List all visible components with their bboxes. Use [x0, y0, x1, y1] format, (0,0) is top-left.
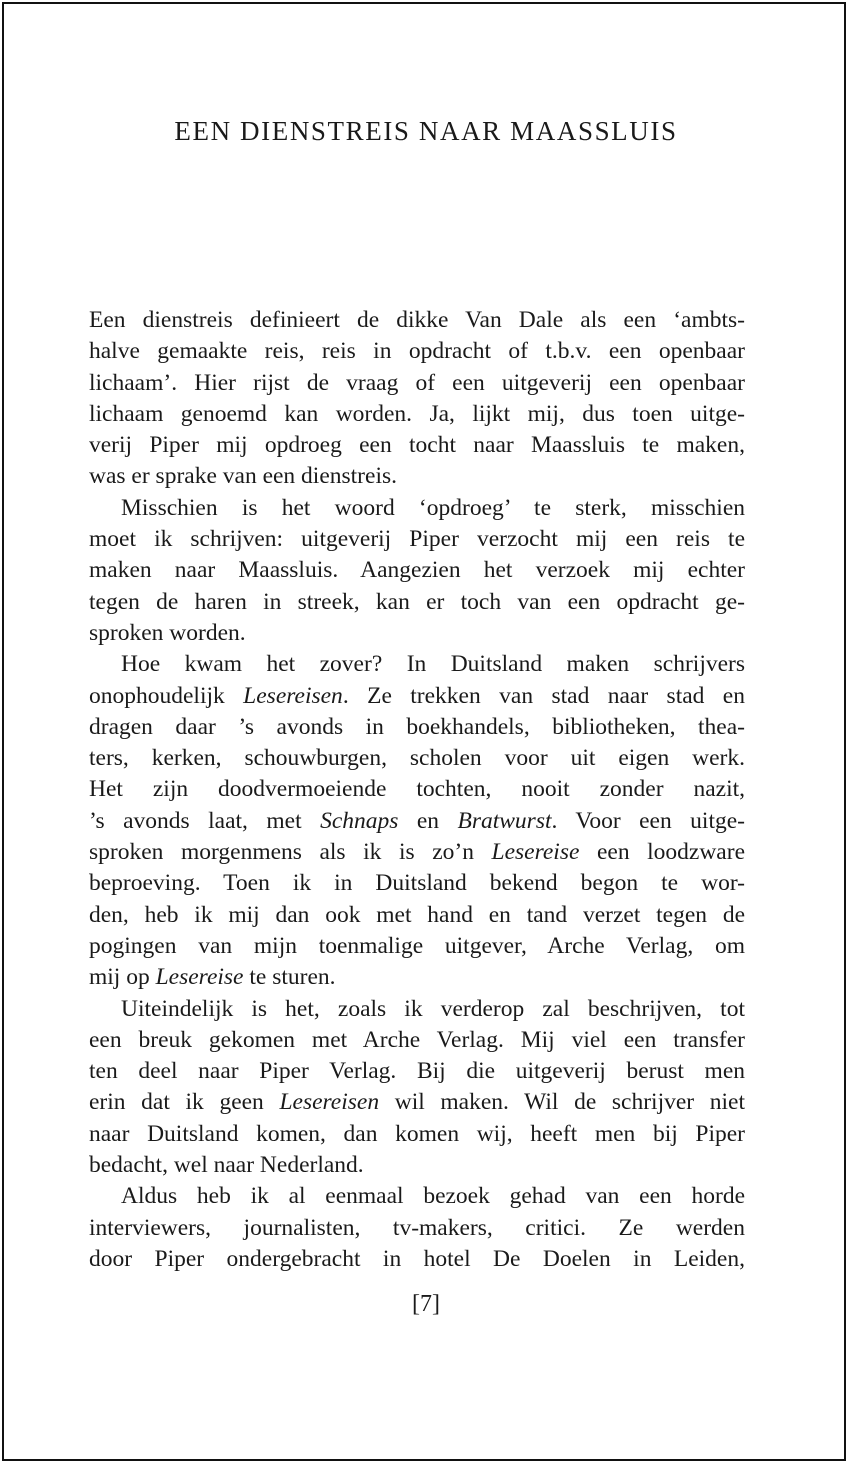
text-line	[89, 868, 745, 899]
text-line	[89, 493, 745, 524]
text-segment: een loodzware	[579, 839, 745, 866]
text-line	[89, 649, 745, 680]
text-line	[89, 743, 745, 774]
text-line	[89, 587, 745, 618]
text-line	[89, 618, 745, 649]
text-line	[89, 1056, 745, 1087]
text-segment: ten deel naar Piper Verlag. Bij die uitgeverij berust men	[89, 1058, 745, 1085]
page-number: [7]	[412, 1291, 440, 1317]
text-segment: door Piper ondergebracht in hotel De Doelen in Leiden,	[89, 1245, 745, 1272]
text-segment: tegen de haren in streek, kan er toch van een opdracht ge-	[89, 588, 745, 615]
text-segment: beproeving. Toen ik in Duitsland bekend begon te wor-	[89, 870, 745, 897]
text-segment: en	[398, 807, 458, 834]
text-line	[89, 1213, 745, 1244]
italic-text: Bratwurst	[457, 807, 552, 834]
chapter-title: EEN DIENSTREIS NAAR MAASSLUIS	[174, 116, 678, 146]
text-line	[89, 368, 745, 399]
italic-text: Lesereisen	[279, 1089, 380, 1116]
text-segment: Misschien is het woord ‘opdroeg’ te sterk, misschien	[121, 494, 745, 521]
text-line	[89, 1181, 745, 1212]
text-segment: . Ze trekken van stad naar stad en	[342, 682, 745, 709]
text-segment: sproken worden.	[89, 619, 246, 646]
text-line	[89, 305, 745, 336]
text-segment: Het zijn doodvermoeiende tochten, nooit zonder nazit,	[89, 776, 745, 803]
text-segment: was er sprake van een dienstreis.	[89, 463, 397, 490]
text-segment: onophoudelijk	[89, 682, 244, 709]
text-segment: wil maken. Wil de schrijver niet	[379, 1089, 745, 1116]
text-line	[89, 837, 745, 868]
text-segment: mij op	[89, 964, 156, 991]
text-segment: moet ik schrijven: uitgeverij Piper verzocht mij een reis te	[89, 526, 745, 553]
italic-text: Lesereise	[155, 964, 244, 991]
text-line	[89, 1244, 745, 1275]
text-line	[89, 1025, 745, 1056]
book-page	[2, 2, 846, 1461]
text-line	[89, 931, 745, 962]
text-segment: Uiteindelijk is het, zoals ik verderop zal beschrijven, tot	[121, 995, 745, 1022]
text-segment: pogingen van mijn toenmalige uitgever, Arche Verlag, om	[89, 932, 745, 959]
text-line	[89, 681, 745, 712]
text-segment: halve gemaakte reis, reis in opdracht of t.b.v. een openbaar	[89, 338, 745, 365]
text-line	[89, 1150, 745, 1181]
text-segment: . Voor een uitge-	[551, 807, 745, 834]
text-line	[89, 461, 745, 492]
text-segment: te sturen.	[243, 964, 336, 991]
text-segment: lichaam’. Hier rijst de vraag of een uitgeverij een openbaar	[89, 369, 745, 396]
text-line	[89, 712, 745, 743]
text-line	[89, 1087, 745, 1118]
text-segment: naar Duitsland komen, dan komen wij, heeft men bij Piper	[89, 1120, 745, 1147]
text-segment: interviewers, journalisten, tv-makers, critici. Ze werden	[89, 1214, 745, 1241]
text-line	[89, 430, 745, 461]
text-segment: Hoe kwam het zover? In Duitsland maken schrijvers	[121, 651, 745, 678]
text-segment: sproken morgenmens als ik is zo’n	[89, 839, 492, 866]
text-segment: bedacht, wel naar Nederland.	[89, 1152, 364, 1179]
text-line	[89, 900, 745, 931]
body-text	[89, 305, 745, 1275]
text-segment: dragen daar ’s avonds in boekhandels, bibliotheken, thea-	[89, 713, 745, 740]
italic-text: Lesereise	[491, 839, 580, 866]
text-segment: een breuk gekomen met Arche Verlag. Mij viel een transfer	[89, 1026, 745, 1053]
text-segment: ters, kerken, schouwburgen, scholen voor uit eigen werk.	[89, 745, 745, 772]
text-line	[89, 774, 745, 805]
text-segment: erin dat ik geen	[89, 1089, 280, 1116]
text-line	[89, 962, 745, 993]
text-line	[89, 399, 745, 430]
text-line	[89, 806, 745, 837]
text-segment: ’s avonds laat, met	[89, 807, 321, 834]
text-line	[89, 336, 745, 367]
text-segment: maken naar Maassluis. Aangezien het verzoek mij echter	[89, 557, 745, 584]
text-line	[89, 1119, 745, 1150]
text-line	[89, 555, 745, 586]
text-segment: lichaam genoemd kan worden. Ja, lijkt mij, dus toen uitge-	[89, 400, 745, 427]
italic-text: Schnaps	[320, 807, 399, 834]
text-line	[89, 524, 745, 555]
text-segment: Aldus heb ik al eenmaal bezoek gehad van een horde	[121, 1183, 745, 1210]
text-segment: verij Piper mij opdroeg een tocht naar Maassluis te maken,	[89, 432, 745, 459]
italic-text: Lesereisen	[243, 682, 343, 709]
text-line	[89, 994, 745, 1025]
text-segment: den, heb ik mij dan ook met hand en tand verzet tegen de	[89, 901, 745, 928]
text-segment: Een dienstreis definieert de dikke Van Dale als een ‘ambts-	[89, 307, 745, 333]
